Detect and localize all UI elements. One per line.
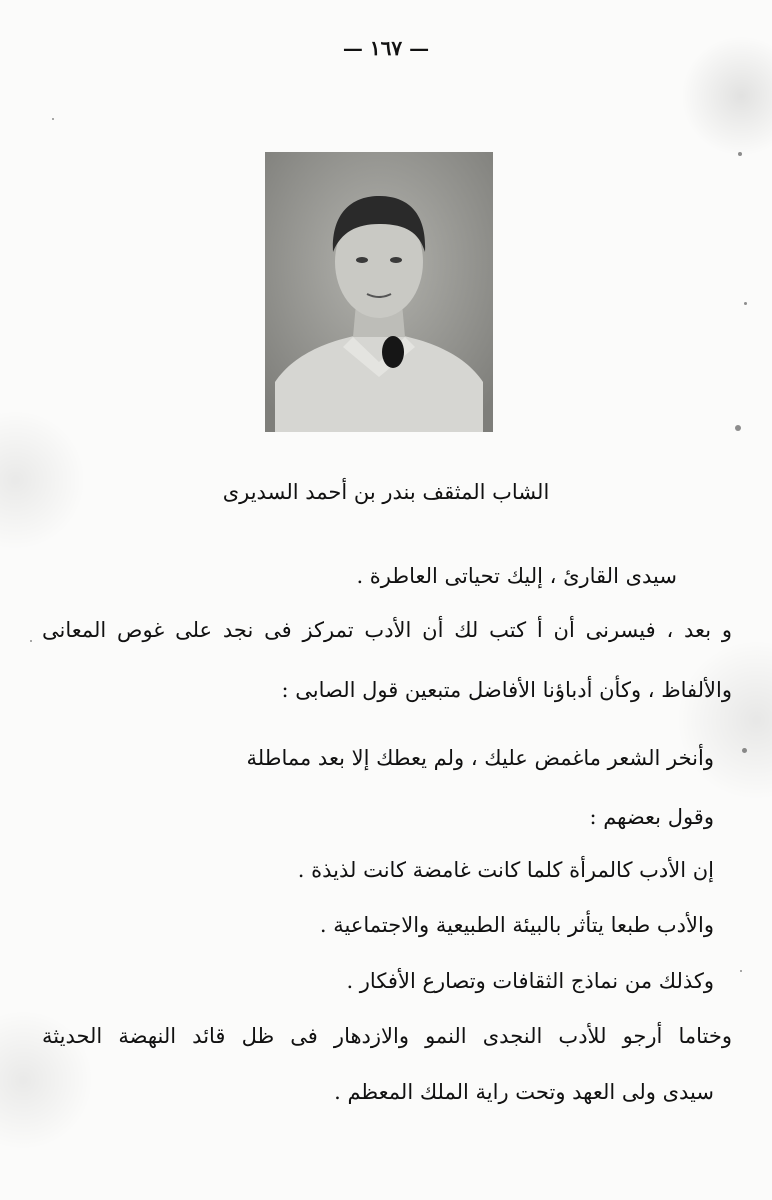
text-line-2: و بعد ، فيسرنى أن أ كتب لك أن الأدب تمركز فى نجد على غوص المعانى	[42, 618, 732, 642]
photo-tie	[382, 336, 404, 368]
text-line-4: وأنخر الشعر ماغمض عليك ، ولم يعطك إلا بعد مماطلة	[246, 746, 714, 770]
photo-eye	[356, 257, 368, 263]
photo-eye	[390, 257, 402, 263]
text-line-8: وكذلك من نماذج الثقافات وتصارع الأفكار .	[346, 969, 714, 993]
scan-speckle	[738, 152, 742, 156]
scan-speckle	[744, 302, 747, 305]
text-line-3: والألفاظ ، وكأن أدباؤنا الأفاضل متبعين قول الصابى :	[281, 678, 732, 702]
scan-speckle	[30, 640, 32, 642]
text-line-10: سيدى ولى العهد وتحت راية الملك المعظم .	[334, 1080, 714, 1104]
page-number: — ١٦٧ —	[342, 36, 430, 60]
text-line-9: وختاما أرجو للأدب النجدى النمو والازدهار فى ظل قائد النهضة الحديثة	[42, 1024, 732, 1048]
text-line-6: إن الأدب كالمرأة كلما كانت غامضة كانت لذيذة .	[297, 858, 714, 882]
text-line-7: والأدب طبعا يتأثر بالبيئة الطبيعية والاجتماعية .	[319, 913, 714, 937]
portrait-photo	[265, 152, 493, 432]
scan-speckle	[52, 118, 54, 120]
scan-speckle	[740, 970, 742, 972]
scan-speckle	[735, 425, 741, 431]
text-line-1: سيدى القارئ ، إليك تحياتى العاطرة .	[356, 564, 677, 588]
photo-caption: الشاب المثقف بندر بن أحمد السديرى	[222, 480, 550, 504]
scan-speckle	[742, 748, 747, 753]
text-line-5: وقول بعضهم :	[589, 805, 714, 829]
portrait-illustration	[265, 152, 493, 432]
